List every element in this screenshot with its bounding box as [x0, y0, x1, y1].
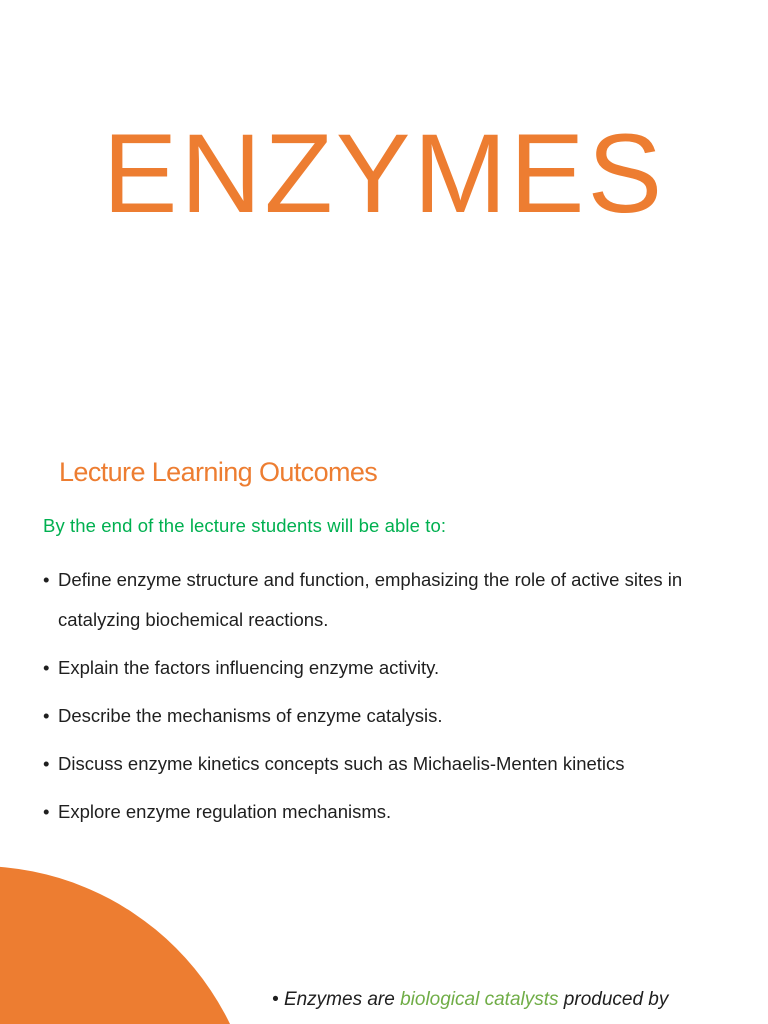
- bullet-icon: •: [43, 705, 50, 726]
- footer-bullet: •: [272, 989, 279, 1010]
- slide-title: ENZYMES: [102, 111, 666, 236]
- outcomes-intro: By the end of the lecture students will be able to:: [43, 515, 447, 536]
- footer-text-before: Enzymes are: [283, 989, 401, 1010]
- footer-text-after: produced by: [558, 989, 669, 1010]
- outcome-text: Explore enzyme regulation mechanisms.: [58, 801, 392, 822]
- outcome-item: [43, 744, 743, 784]
- outcome-text: Discuss enzyme kinetics concepts such as Michaelis-Menten kinetics: [58, 753, 625, 774]
- outcome-item: [43, 792, 743, 832]
- outcomes-heading: Lecture Learning Outcomes: [59, 457, 378, 487]
- outcome-item: [43, 696, 743, 736]
- footer-highlight: biological catalysts: [400, 989, 559, 1010]
- outcome-text: Explain the factors influencing enzyme activity.: [58, 657, 440, 678]
- outcome-text: Describe the mechanisms of enzyme catalysis.: [58, 705, 443, 726]
- bullet-icon: •: [43, 753, 50, 774]
- bullet-icon: •: [43, 657, 50, 678]
- outcome-item: [43, 560, 743, 640]
- next-slide-preview-text: [272, 989, 668, 1012]
- outcome-item: [43, 648, 743, 688]
- outcome-text: Define enzyme structure and function, emphasizing the role of active sites in catalyzing biochemical reactions.: [58, 569, 683, 630]
- outcomes-list: [43, 560, 743, 840]
- bullet-icon: •: [43, 801, 50, 822]
- bullet-icon: •: [43, 569, 50, 590]
